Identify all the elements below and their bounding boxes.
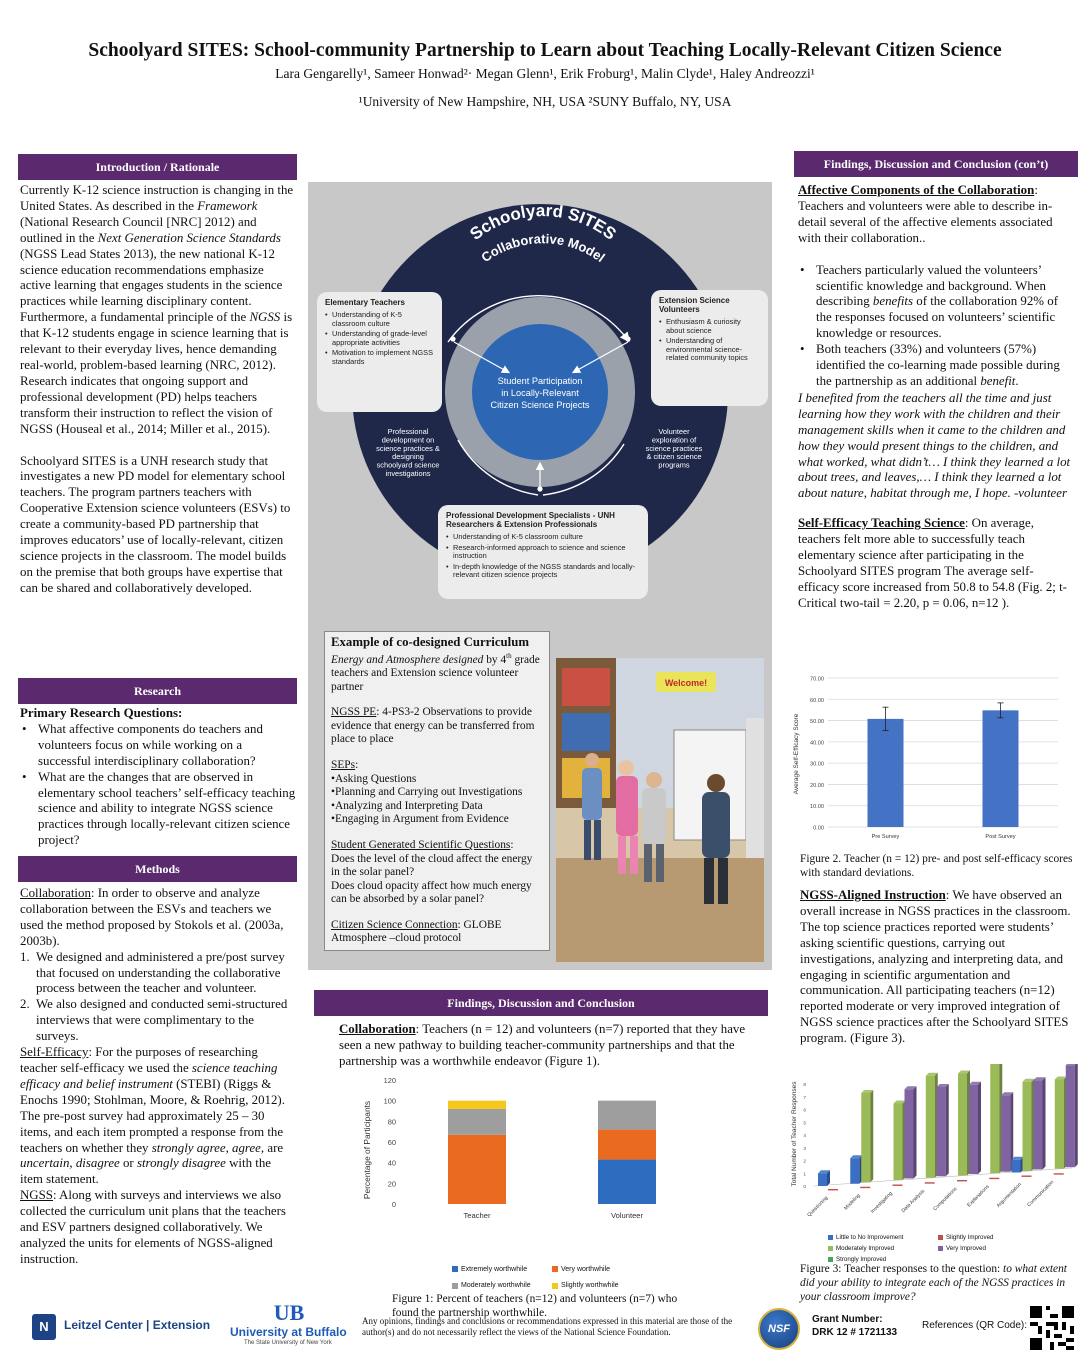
ub-subtitle: The State University of New York [244,1340,332,1346]
volunteer-quote: I benefited from the teachers all the time and just learning how they work with the children and their management skills when it came to the children and how they would present things to the children, and what worked, what didn’t… I think they learned a lot about trees, and leaves,… I think they learned a lot about nature, habitat through me, I hope. -volunteer [798,390,1071,501]
center-text-line: in Locally-Relevant [501,388,579,398]
bar-segment [448,1101,506,1109]
curriculum-questions: Student Generated Scientific Questions: Does the level of the cloud affect the energy in the solar panel? Does cloud opacity affect how much energy can be absorbed by a solar panel? [331,838,533,906]
bar-flat [1022,1176,1032,1177]
affective-paragraph: Affective Components of the Collaboration: Teachers and volunteers were able to describe in-detail several of the affective elements associated with their collaboration.. [798,183,1053,245]
ub-name: University at Buffalo [230,1325,347,1339]
fig1-y-axis-label: Percentage of Participants [362,1100,372,1200]
bar [850,1158,859,1184]
bar [1034,1080,1043,1169]
figure-2-caption: Figure 2. Teacher (n = 12) pre- and post self-efficacy scores with standard deviations. [800,853,1073,879]
methods-section [20,886,297,1268]
bar [958,1074,967,1176]
bar-side [1075,1064,1078,1167]
y-tick-label: 2 [803,1159,806,1165]
center-text-line: Citizen Science Projects [490,400,590,410]
y-tick-label: 7 [803,1095,806,1101]
bar [1055,1080,1064,1169]
figure-3-legend [828,1231,1028,1264]
bar [861,1093,870,1182]
legend-item: Slightly worthwhile [552,1278,619,1293]
list-item: • Understanding of grade-level appropriate activities [325,330,434,347]
figure-3-caption: Figure 3: Teacher responses to the question: to what extent did your ability to integrate each of the NGSS practices in your classroom improve? [800,1263,1067,1303]
curriculum-box [324,631,550,951]
legend-item: Moderately worthwhile [452,1278,542,1293]
curriculum-citizen-science: Citizen Science Connection: GLOBE Atmosphere –cloud protocol [331,918,502,945]
methods-collaboration: Collaboration: In order to observe and analyze collaboration between the ESVs and teachers we used the method proposed by Stokols et al. (2003a, 2003b). [20,886,284,948]
classroom-photo [556,658,764,962]
y-tick-label: 80 [387,1117,396,1127]
right-arc-text-line: exploration of [651,435,697,445]
y-tick-label: 120 [383,1076,396,1085]
figure-2-bar-chart [778,672,1068,848]
y-tick-label: 30.00 [810,761,824,768]
category-label: Modeling [843,1192,862,1212]
figure-1-caption: Figure 1: Percent of teachers (n=12) and volunteers (n=7) who found the partnership worthwhile. [392,1293,678,1319]
bar [937,1087,946,1176]
leitzel-extension-label: Leitzel Center | Extension [64,1318,211,1332]
list-item: • Enthusiasm & curiosity about science [659,318,760,335]
list-item: • Research-informed approach to science and science instruction [446,544,640,561]
category-label: Data Analysis [900,1188,927,1215]
bar [905,1089,914,1178]
left-arc-text-line: development on [381,435,435,445]
bar-segment [598,1130,656,1160]
bar-flat [989,1178,999,1179]
left-arc-text-line: designing [392,452,424,462]
research-questions [20,722,297,849]
author-list: Lara Gengarelly¹, Sameer Honwad²· Megan Glenn¹, Erik Froburg¹, Malin Clyde¹, Haley Andreozzi¹ [275,66,815,81]
nsf-logo: NSF [758,1308,800,1350]
list-item: •Analyzing and Interpreting Data [331,799,483,812]
card-elementary-teachers: Elementary Teachers • Understanding of K-5 classroom culture • Understanding of grade-level appropriate activities • Motivation to implement NGSS standards [317,292,442,412]
category-label: Explanations [966,1183,991,1209]
bar [983,710,1019,827]
legend-item: Strongly Improved [828,1255,886,1264]
category-label: Post Survey [985,834,1016,840]
bar-flat [957,1180,967,1181]
methods-ngss: NGSS: Along with surveys and interviews we also collected the curriculum unit plans that the teachers and ESV partners designed collaboratively. We analyzed the units for elements of NGSS-aligned instruction. [20,1188,286,1266]
list-item: •Planning and Carrying out Investigations [331,786,523,799]
left-arc-text-line: investigations [385,469,431,478]
category-label: Volunteer [610,1211,644,1220]
qr-code[interactable] [1030,1306,1074,1350]
legend-item: Moderately Improved [828,1244,928,1253]
self-efficacy-paragraph: Self-Efficacy Teaching Science: On average, teachers felt more able to successfully teach elementary science after participating in the Schoolyard SITES program The average self-efficacy score increased from 50.8 to 54.8 (Fig. 2; t-Critical two-tail = 2.20, p = 0.06, n=12 ). [798,516,1067,610]
affiliations: ¹University of New Hampshire, NH, USA ²SUNY Buffalo, NY, USA [358,94,732,109]
bar [894,1104,903,1181]
y-tick-label: 10.00 [810,804,824,811]
center-text-line: Student Participation [497,376,583,386]
list-item: • Understanding of K-5 classroom culture [446,533,640,542]
list-item: • Understanding of environmental science-related community topics [659,337,760,363]
dot-right [625,336,630,341]
right-arc-text-line: science practices [645,443,703,453]
ub-logo: UB [273,1300,305,1325]
y-tick-label: 0 [391,1200,396,1209]
intro-paragraph-1: Currently K-12 science instruction is changing in the United States. As described in the Framework (National Research Council [NRC] 2012) and outlined in the Next Generation Science Standards (NGSS Lead States 2013), the new national K-12 science education recommendations emphasize active learning that engages students in the science practices while learning disciplinary content. Furthermore, a fundamental principle of the NGSS is that K-12 students engage in science learning that is relevant to their everyday lives, hence demanding real-world, problem-based learning (NRC, 2012). Research indicates that ongoing support and professional development (PD) helps teachers transform their instruction to reflect the vision of NGSS (Houseal et al., 2014; Miller et al., 2015). [20,183,294,436]
bar [926,1076,935,1178]
figure-1-stacked-bar-chart [330,1070,710,1260]
legend-item: Slightly Improved [938,1233,993,1242]
category-label: Questioning [806,1195,830,1219]
curriculum-pe: NGSS PE: 4-PS3-2 Observations to provide evidence that energy can be transferred from place to place [331,706,535,746]
card-extension-volunteers: Extension Science Volunteers • Enthusiasm & curiosity about science • Understanding of environmental science-related community topics [651,290,768,406]
bar-segment [598,1101,656,1130]
category-label: Communication [1026,1179,1056,1209]
model-title-2: Collaborative Model [478,231,608,266]
methods-self-efficacy: Self-Efficacy: For the purposes of researching teacher self-efficacy we used the science teaching efficacy and belief instrument (STEBI) (Riggs & Enochs 1990; Stohlman, Moore, & Roehrig, 2012). The pre-post survey had approximately 25 – 30 items, and each item prompted a response from the teachers on whether they strongly agree, agree, are uncertain, disagree or strongly disagree with the item statement. [20,1045,285,1187]
bar-side [946,1084,949,1176]
list-item: 1. We designed and administered a pre/post survey that focused on understanding the collaborative process between the teacher and volunteer. [20,949,285,996]
research-heading: Research [18,678,297,704]
y-tick-label: 5 [803,1121,806,1127]
list-item: • What are the changes that are observed in elementary school teachers’ self-efficacy teaching science and ability to integrate NGSS science practices through locally-relevant citizen science project? [20,770,297,850]
category-label: Argumentation [995,1181,1023,1209]
y-tick-label: 3 [803,1146,806,1152]
y-tick-label: 0 [803,1185,806,1190]
bar-flat [860,1187,870,1188]
left-arc-text-line: Professional [387,427,429,436]
y-tick-label: 4 [803,1134,806,1139]
bar [990,1064,999,1173]
category-label: Teacher [463,1211,491,1220]
grant-number: DRK 12 # 1721133 [812,1327,898,1338]
y-tick-label: 70.00 [810,676,824,683]
research-section [20,706,297,849]
bar-flat [1054,1173,1064,1174]
legend-item: Very worthwhile [552,1262,610,1277]
bar-flat [828,1189,838,1190]
y-tick-label: 40.00 [810,740,824,747]
list-item: • What affective components do teachers and volunteers focus on while working on a successful interdisciplinary collaboration? [20,722,297,770]
y-tick-label: 50.00 [810,719,824,726]
bar [1012,1160,1021,1173]
y-tick-label: 20.00 [810,782,824,789]
methods-steps [20,950,297,1045]
y-tick-label: 60 [387,1138,396,1147]
fig2-y-axis-label: Average Self-Efficacy Score [793,713,800,795]
bar-side [978,1082,981,1174]
findings-collaboration: Collaboration: Teachers (n = 12) and volunteers (n=7) reported that they have seen a new pathway to building teacher-community partnerships and that the partnership was a worthwhile endeavor (Figure 1). [339,1022,746,1068]
right-arc-text-line: & citizen science [646,452,702,462]
card-pd-specialists: Professional Development Specialists - UNH Researchers & Extension Professionals • Understanding of K-5 classroom culture • Research-informed approach to science and science instruction • In-depth knowledge of the NGSS standards and locally-relevant citizen science projects [438,505,648,599]
figure-3-3d-bar-chart [786,1064,1080,1240]
intro-paragraph-2: Schoolyard SITES is a UNH research study that investigates a new PD model for elementary school teachers. The program partners teachers with Cooperative Extension science volunteers (ESVs) to create a community-based PD partnership that improves educators’ use of locally-relevant, citizen science projects in the classroom. The model builds on the premise that both groups have expertise that can be shared and collaboratively developed. [20,453,291,595]
curriculum-subtitle: Energy and Atmosphere designed by 4th grade teachers and Extension science volunteer partner [331,651,540,693]
list-item: •Engaging in Argument from Evidence [331,813,509,826]
list-item: 2. We also designed and conducted semi-structured interviews that were complimentary to the surveys. [20,997,288,1044]
fig3-y-axis-label: Total Number of Teacher Responses [791,1081,798,1187]
bar-flat [925,1182,935,1183]
category-label: Investigating [869,1190,894,1215]
dot-left [450,336,455,341]
y-tick-label: 100 [383,1096,396,1106]
photo-welcome-sign: Welcome! [664,678,708,688]
list-item: • Teachers particularly valued the volunteers’ scientific knowledge and background. When describing benefits of the collaboration 92% of the responses focused on volunteers’ scientific knowledge or resources. [798,263,1074,343]
bar [1066,1065,1075,1167]
research-subheading: Primary Research Questions: [20,706,183,720]
curriculum-seps: SEPs: •Asking Questions •Planning and Carrying out Investigations •Analyzing and Interpreting Data •Engaging in Argument from Evidence [331,759,543,827]
list-item: • Understanding of K-5 classroom culture [325,311,434,328]
bar [969,1085,978,1174]
affective-bullets [798,263,1074,390]
legend-item: Extremely worthwhile [452,1262,542,1277]
references-label: References (QR Code): [922,1320,1028,1331]
list-item: •Asking Questions [331,772,417,785]
ngss-paragraph: NGSS-Aligned Instruction: We have observed an overall increase in NGSS practices in the classroom. The top science practices reported were students’ asking scientific questions, carrying out investigations, analyzing and interpreting data, and engaging in scientific argumentation and communication. All participating teachers (n=12) reported moderate or very improved integration of NGSS science practices after the Schoolyard SITES program. (Figure 3). [800,888,1071,1046]
figure-1-legend [452,1260,652,1293]
y-tick-label: 1 [803,1172,806,1178]
bar-side [914,1086,917,1178]
list-item: • In-depth knowledge of the NGSS standards and locally-relevant citizen science projects [446,563,640,580]
findings-heading: Findings, Discussion and Conclusion [314,990,768,1016]
y-tick-label: 20 [387,1179,396,1189]
poster-title: Schoolyard SITES: School-community Partnership to Learn about Teaching Locally-Relevant Citizen Science [88,40,1002,61]
list-item: • Motivation to implement NGSS standards [325,349,434,366]
left-arc-text-line: science practices & [376,443,440,453]
intro-heading: Introduction / Rationale [18,154,297,180]
model-title-1: Schoolyard SITES [466,201,620,244]
curriculum-title: Example of co-designed Curriculum [331,635,529,649]
legend-item: Very Improved [938,1244,986,1253]
unh-logo: N [32,1314,56,1340]
y-tick-label: 8 [803,1083,806,1088]
bar-side [1043,1077,1046,1169]
bar-flat [893,1185,903,1186]
methods-heading: Methods [18,856,297,882]
bar [1023,1082,1032,1171]
list-item: • Both teachers (33%) and volunteers (57%) identified the co-learning made possible during the partnership as an additional benefit. [798,342,1074,390]
category-label: Pre Survey [871,834,900,840]
bar [818,1173,827,1186]
bar-segment [448,1109,506,1135]
bar-segment [448,1135,506,1204]
grant-label: Grant Number: [812,1314,883,1325]
y-tick-label: 6 [803,1108,806,1114]
findings-cont-text [798,183,1074,612]
right-arc-text-line: Volunteer [658,427,690,436]
right-arc-text-line: programs [658,460,690,470]
bar-segment [598,1160,656,1204]
y-tick-label: 0.00 [813,825,824,832]
findings-cont-heading: Findings, Discussion and Conclusion (con’t) [794,151,1078,177]
category-label: Computations [932,1186,959,1213]
left-arc-text-line: schoolyard science [376,460,440,470]
bar [1001,1095,1010,1172]
y-tick-label: 60.00 [810,697,824,704]
legend-item: Little to No Improvement [828,1233,928,1242]
bar-side [870,1090,873,1182]
intro-text [20,183,297,597]
y-tick-label: 40 [387,1158,396,1168]
bar [868,719,904,827]
nsf-disclaimer: Any opinions, findings and conclusions or recommendations expressed in this material are those of the author(s) and do not necessarily reflect the views of the National Science Foundation. [362,1316,733,1337]
